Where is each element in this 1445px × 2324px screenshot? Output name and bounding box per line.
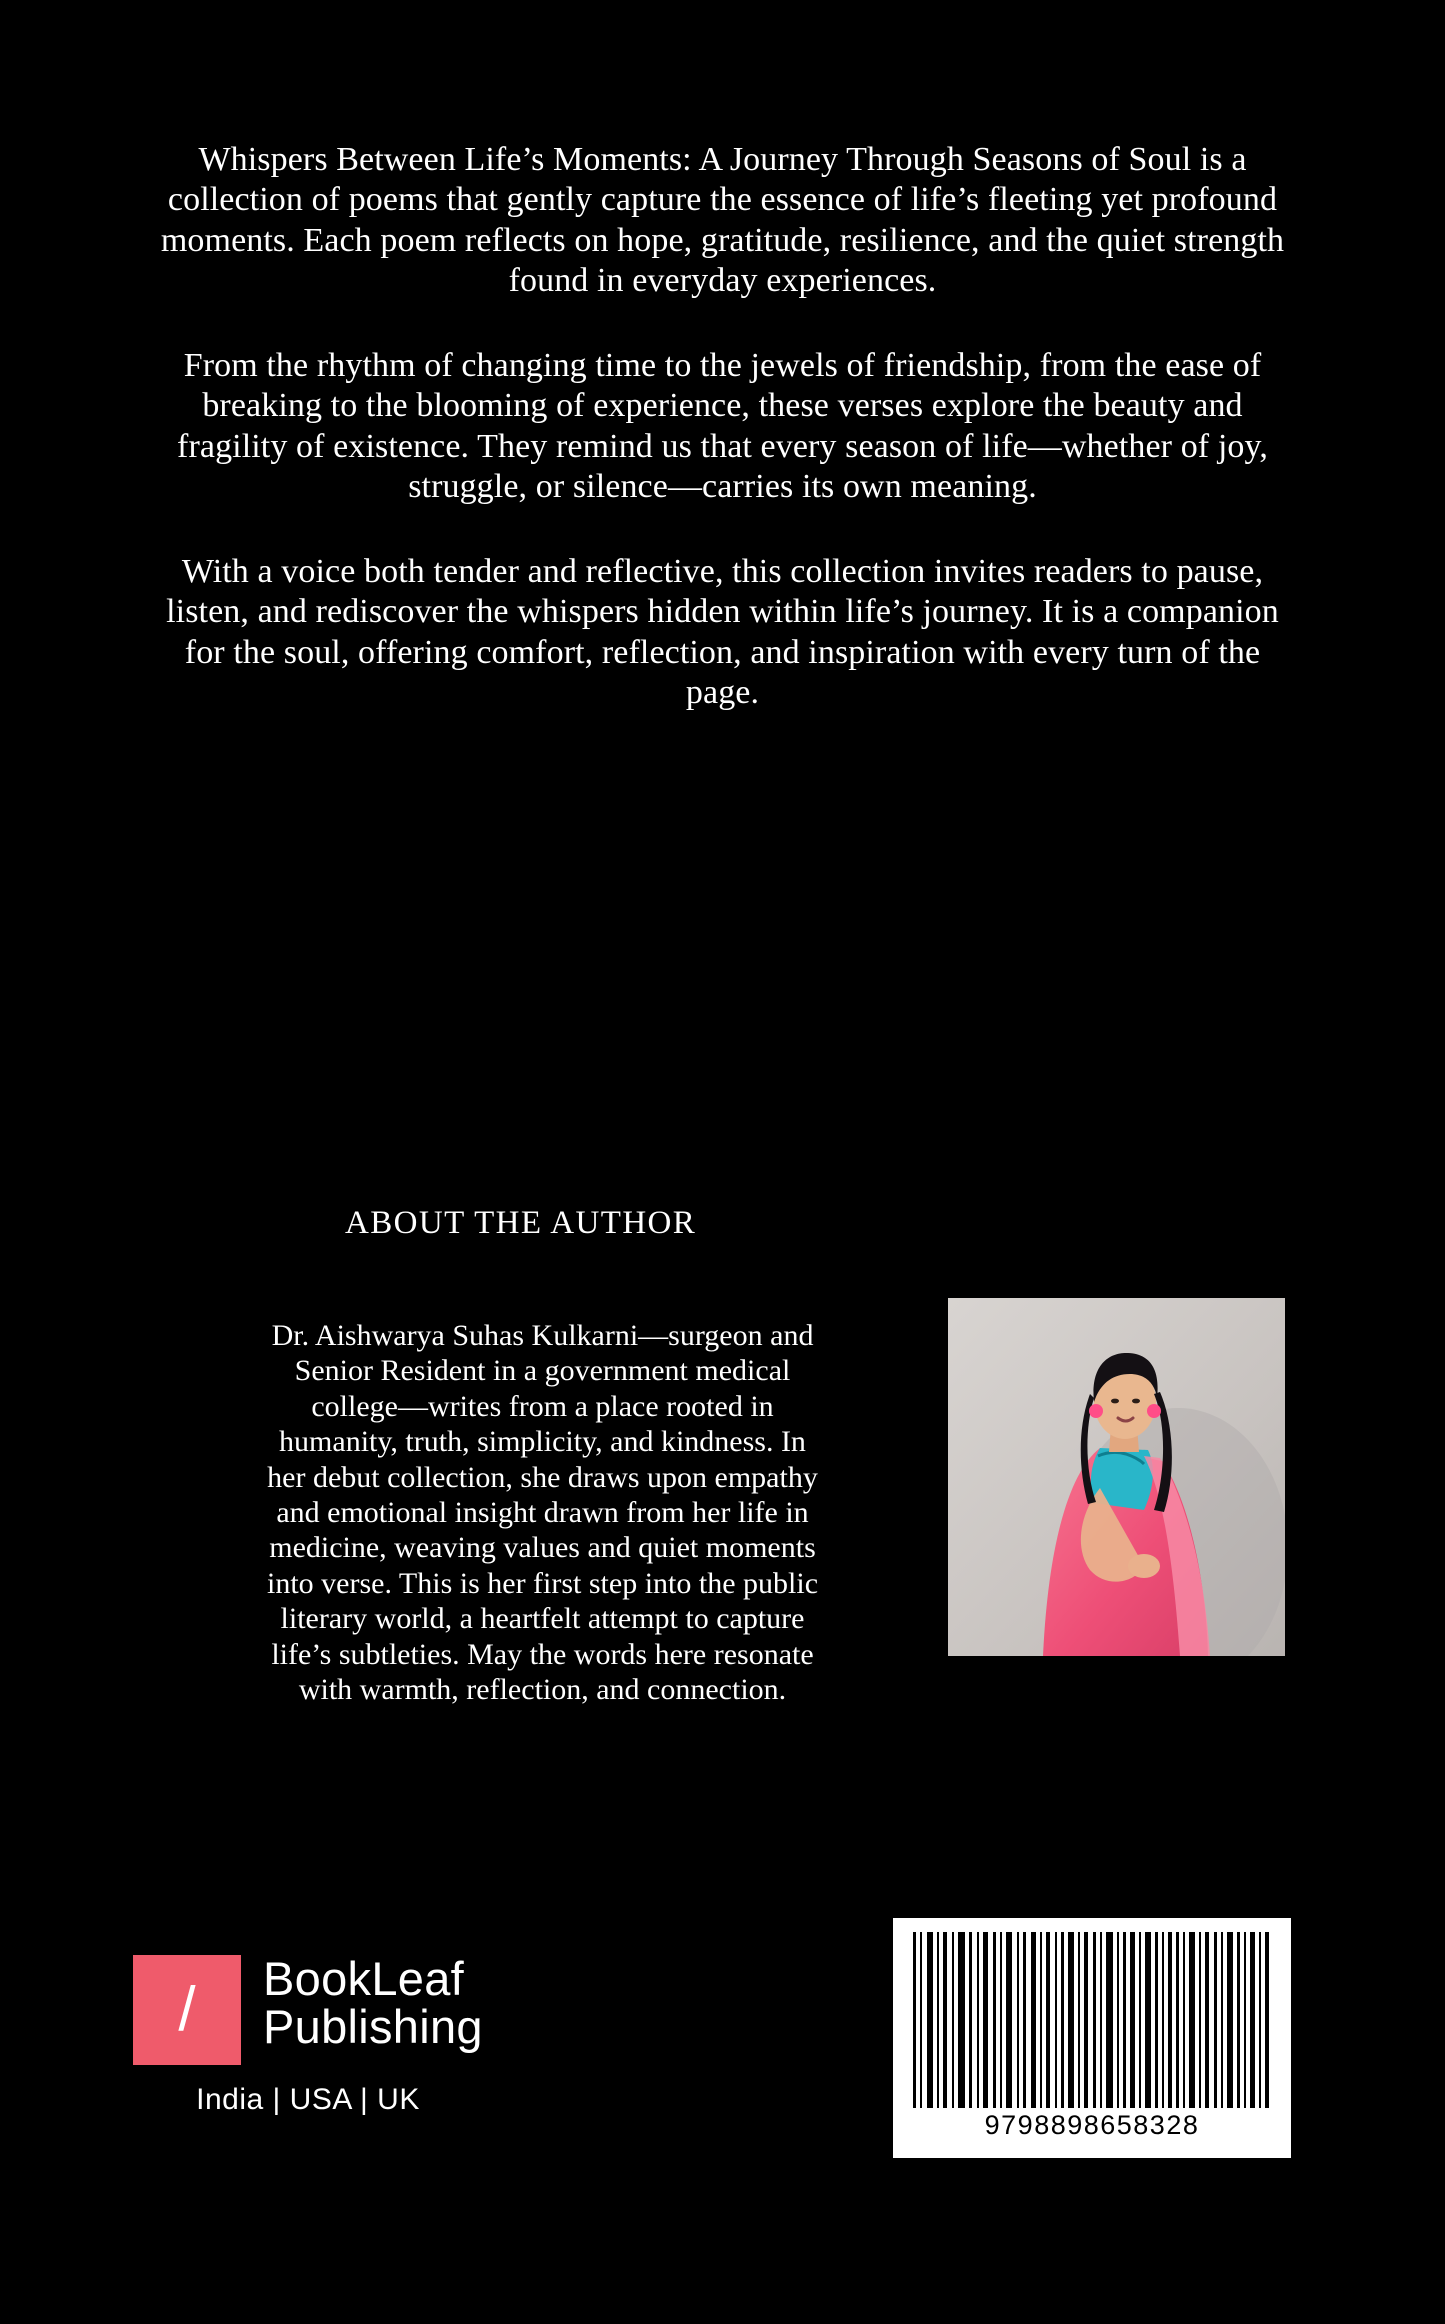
book-blurb	[150, 140, 1295, 713]
author-bio-line: Senior Resident in a government medical	[294, 1354, 791, 1388]
author-bio-line: life’s subtleties. May the words here resonate	[271, 1637, 814, 1671]
author-bio-line: literary world, a heartfelt attempt to capture	[280, 1602, 805, 1636]
author-bio	[170, 1318, 915, 1707]
author-bio-line: humanity, truth, simplicity, and kindness. In	[279, 1425, 806, 1459]
about-the-author-heading: ABOUT THE AUTHOR	[345, 1205, 697, 1241]
blurb-paragraph-1: Whispers Between Life’s Moments: A Journey Through Seasons of Soul is a collection of poems that gently capture the essence of life’s fleeting yet profound moments. Each poem reflects on hope, gratitude, resilience, and the quiet strength found in everyday experiences.	[160, 141, 1285, 300]
publisher-logo-row	[133, 1952, 553, 2065]
blurb-paragraph-2: From the rhythm of changing time to the jewels of friendship, from the ease of breaking to the blooming of experience, these verses explore the beauty and fragility of existence. They remind us that every season of life—whether of joy, struggle, or silence—carries its own meaning.	[177, 346, 1268, 506]
publisher-name-line2: Publishing	[263, 1999, 483, 2053]
publisher-regions: India | USA | UK	[196, 2083, 420, 2116]
author-bio-line: and emotional insight drawn from her life in	[276, 1495, 809, 1529]
blurb-paragraph-3: With a voice both tender and reflective, this collection invites readers to pause, listen, and rediscover the whispers hidden within life’s journey. It is a companion for the soul, offering comfort, reflection, and inspiration with every turn of the page.	[166, 552, 1279, 711]
author-bio-line: with warmth, reflection, and connection.	[298, 1672, 787, 1706]
author-bio-line: college—writes from a place rooted in	[311, 1389, 774, 1423]
publisher-name-line1: BookLeaf	[263, 1952, 465, 2005]
slash-glyph: /	[178, 1975, 196, 2044]
author-bio-line: medicine, weaving values and quiet moments	[269, 1531, 816, 1565]
author-bio-line: Dr. Aishwarya Suhas Kulkarni—surgeon and	[271, 1319, 814, 1352]
author-bio-line: her debut collection, she draws upon empathy	[267, 1460, 818, 1494]
bookleaf-mark-icon	[133, 1955, 241, 2065]
publisher-logo	[133, 1952, 553, 2117]
barcode-bars	[909, 1932, 1275, 2108]
isbn-barcode	[893, 1918, 1291, 2158]
author-photo	[948, 1298, 1285, 1656]
publisher-name	[263, 1952, 483, 2053]
author-bio-line: into verse. This is her first step into the public	[266, 1566, 819, 1600]
isbn-number: 9798898658328	[984, 2110, 1200, 2140]
